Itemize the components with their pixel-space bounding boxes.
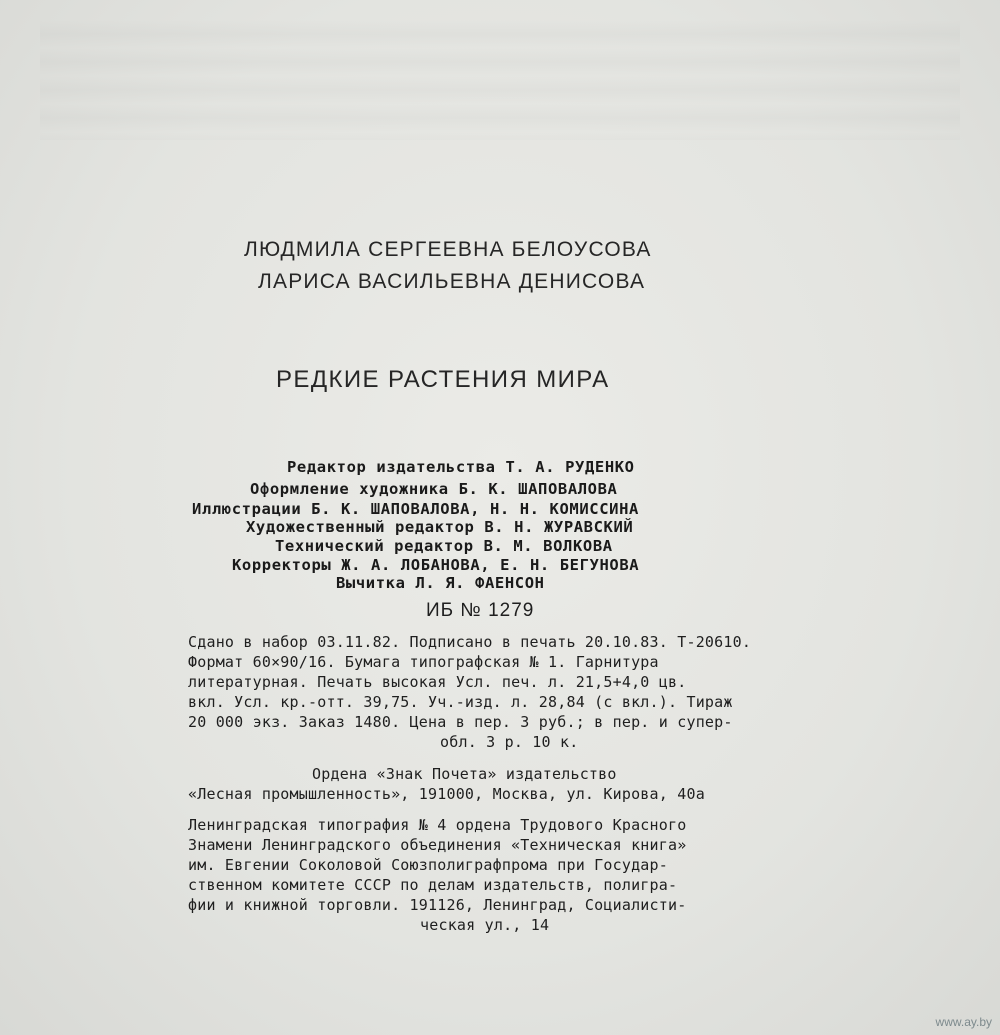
print-detail-line: литературная. Печать высокая Усл. печ. л. 21,5+4,0 цв. [188, 673, 687, 691]
printer-line: им. Евгении Соколовой Союзполиграфпрома при Государ- [188, 856, 668, 874]
ib-number: ИБ № 1279 [426, 600, 535, 621]
credit-checking: Вычитка Л. Я. ФАЕНСОН [336, 574, 545, 592]
publisher-line: Ордена «Знак Почета» издательство [312, 765, 617, 783]
author-1: ЛЮДМИЛА СЕРГЕЕВНА БЕЛОУСОВА [244, 238, 652, 261]
print-detail-line: обл. 3 р. 10 к. [440, 733, 579, 751]
credit-proofreaders: Корректоры Ж. А. ЛОБАНОВА, Е. Н. БЕГУНОВА [232, 556, 640, 574]
print-detail-line: Формат 60×90/16. Бумага типографская № 1. Гарнитура [188, 653, 659, 671]
printer-line: Знамени Ленинградского объединения «Техническая книга» [188, 836, 687, 854]
book-title: РЕДКИЕ РАСТЕНИЯ МИРА [276, 366, 610, 393]
credit-illustrations: Иллюстрации Б. К. ШАПОВАЛОВА, Н. Н. КОМИССИНА [192, 500, 639, 518]
credit-art-editor: Художественный редактор В. Н. ЖУРАВСКИЙ [246, 518, 634, 536]
credit-design: Оформление художника Б. К. ШАПОВАЛОВА [250, 480, 618, 498]
bleed-through-text [40, 20, 960, 140]
printer-line: Ленинградская типография № 4 ордена Трудового Красного [188, 816, 687, 834]
author-2: ЛАРИСА ВАСИЛЬЕВНА ДЕНИСОВА [258, 270, 646, 293]
print-detail-line: 20 000 экз. Заказ 1480. Цена в пер. 3 руб.; в пер. и супер- [188, 713, 733, 731]
printer-line: фии и книжной торговли. 191126, Ленинград, Социалисти- [188, 896, 687, 914]
printer-line: ческая ул., 14 [420, 916, 550, 934]
print-detail-line: Сдано в набор 03.11.82. Подписано в печать 20.10.83. Т-20610. [188, 633, 752, 651]
credit-tech-editor: Технический редактор В. М. ВОЛКОВА [275, 537, 613, 555]
site-watermark: www.ay.by [935, 1015, 992, 1029]
printer-line: ственном комитете СССР по делам издательств, полигра- [188, 876, 678, 894]
print-detail-line: вкл. Усл. кр.-отт. 39,75. Уч.-изд. л. 28,84 (с вкл.). Тираж [188, 693, 733, 711]
publisher-line: «Лесная промышленность», 191000, Москва, ул. Кирова, 40а [188, 785, 705, 803]
credit-editor: Редактор издательства Т. А. РУДЕНКО [287, 458, 635, 476]
